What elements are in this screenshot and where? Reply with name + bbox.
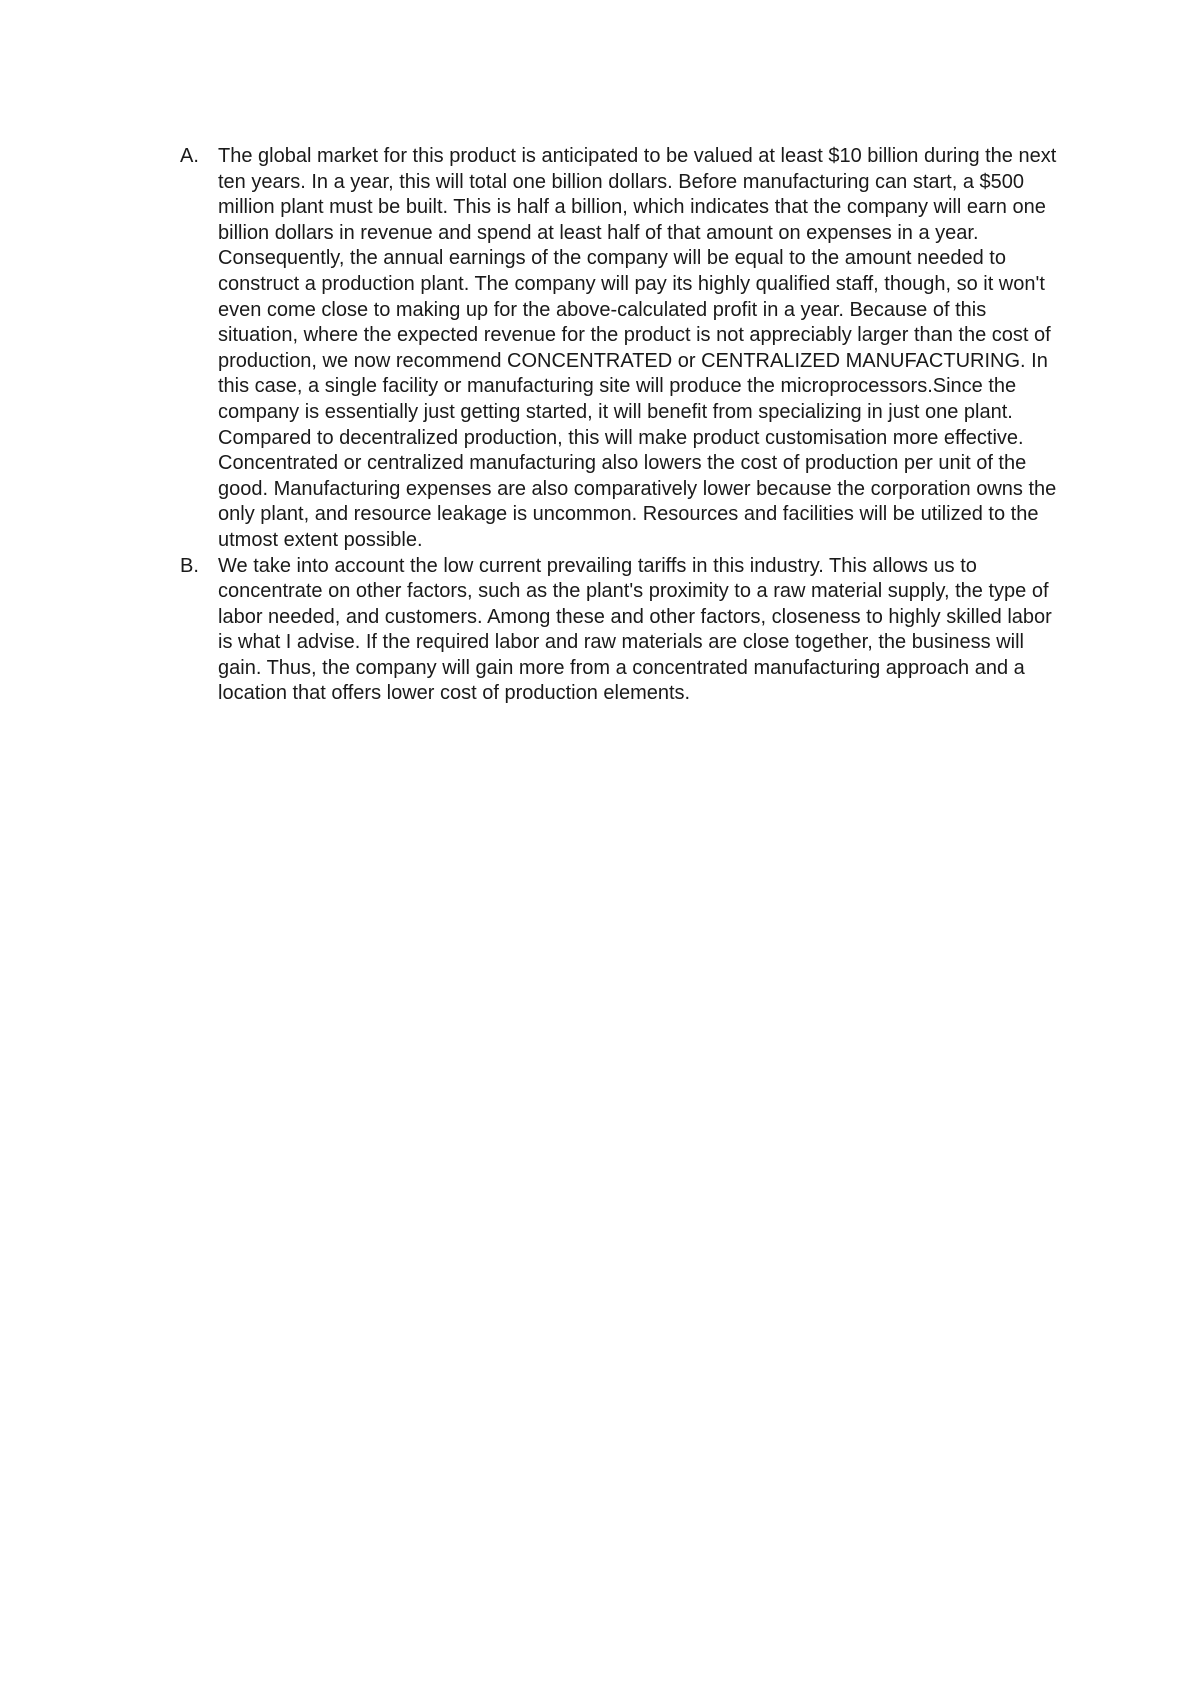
list-item-text: The global market for this product is anticipated to be valued at least $10 billion during the next ten years. In a year, this will total one billion dollars. Before manufacturing can start, a $500 million plant must be built. This is half a billion, which indicates that the company will earn one billion dollars in revenue and spend at least half of that amount on expenses in a year. Consequently, the annual earnings of the company will be equal to the amount needed to construct a production plant. The company will pay its highly qualified staff, though, so it won't even come close to making up for the above-calculated profit in a year. Because of this situation, where the expected revenue for the product is not appreciably larger than the cost of production, we now recommend CONCENTRATED or CENTRALIZED MANUFACTURING. In this case, a single facility or manufacturing site will produce the microprocessors.Since the company is essentially just getting started, it will benefit from specializing in just one plant. Compared to decentralized production, this will make product customisation more effective. Concentrated or centralized manufacturing also lowers the cost of production per unit of the good. Manufacturing expenses are also comparatively lower because the corporation owns the only plant, and resource leakage is uncommon. Resources and facilities will be utilized to the utmost extent possible.: [218, 145, 1057, 551]
lettered-list: [180, 144, 1060, 707]
list-item: [180, 144, 1060, 554]
list-marker: A.: [180, 145, 199, 167]
list-item-text: We take into account the low current prevailing tariffs in this industry. This allows us to concentrate on other factors, such as the plant's proximity to a raw material supply, the type of labor needed, and customers. Among these and other factors, closeness to highly skilled labor is what I advise. If the required labor and raw materials are close together, the business will gain. Thus, the company will gain more from a concentrated manufacturing approach and a location that offers lower cost of production elements.: [218, 554, 1052, 705]
list-marker: B.: [180, 554, 199, 577]
list-item: [180, 554, 1060, 708]
